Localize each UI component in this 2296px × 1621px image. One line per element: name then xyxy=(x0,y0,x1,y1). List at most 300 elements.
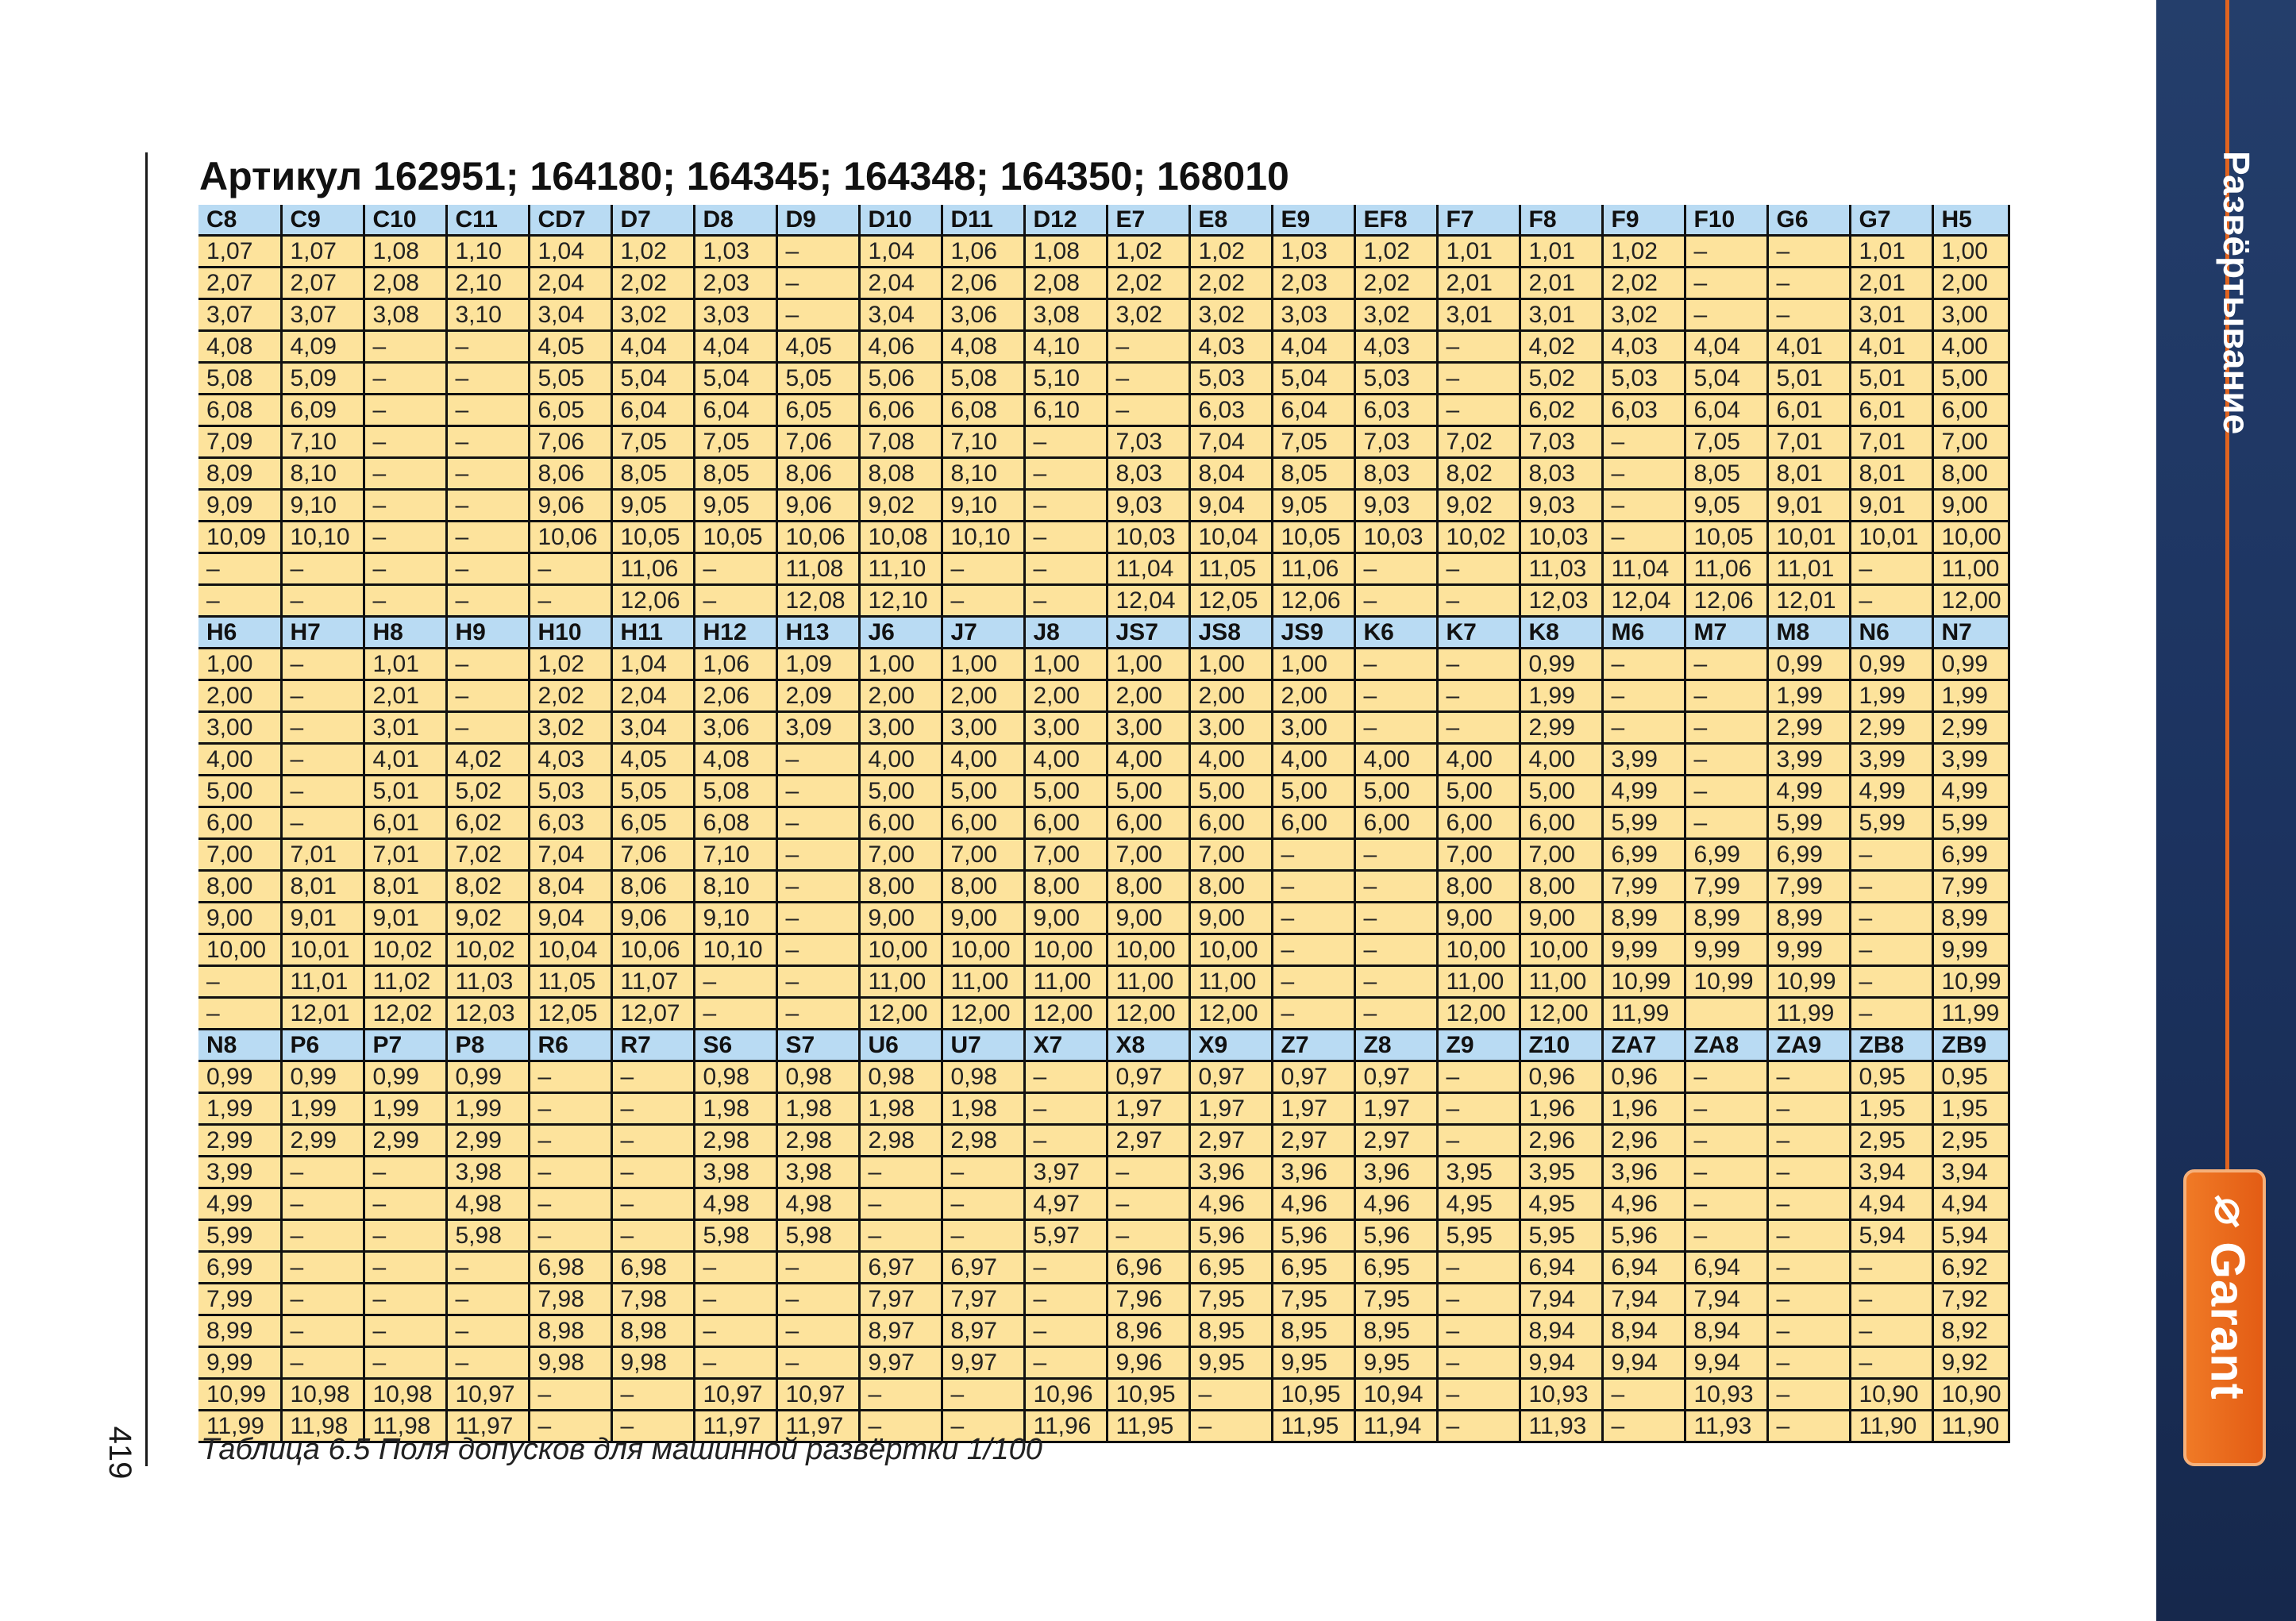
table-cell: 6,03 xyxy=(1354,395,1437,426)
table-cell: 9,09 xyxy=(198,490,281,522)
table-cell: 1,02 xyxy=(1189,236,1272,268)
table-cell: 1,98 xyxy=(694,1093,776,1125)
table-cell: 0,96 xyxy=(1602,1061,1685,1093)
table-cell: 5,00 xyxy=(1024,776,1107,807)
table-cell: 10,97 xyxy=(776,1379,859,1411)
table-cell: 7,03 xyxy=(1354,426,1437,458)
table-cell: 4,01 xyxy=(364,744,446,776)
table-cell: 3,02 xyxy=(611,299,694,331)
table-cell: 11,07 xyxy=(611,966,694,998)
table-cell: 2,99 xyxy=(1932,712,2009,744)
table-cell: – xyxy=(942,553,1024,585)
table-cell: 4,00 xyxy=(1107,744,1189,776)
table-cell: 4,05 xyxy=(611,744,694,776)
table-cell: – xyxy=(446,1284,529,1315)
table-cell: 7,95 xyxy=(1272,1284,1354,1315)
table-cell: 0,99 xyxy=(364,1061,446,1093)
table-cell: – xyxy=(776,236,859,268)
table-cell: – xyxy=(776,839,859,871)
table-cell: – xyxy=(776,998,859,1030)
table-cell: 8,04 xyxy=(529,871,611,903)
table-cell: 0,97 xyxy=(1107,1061,1189,1093)
table-cell: 6,04 xyxy=(611,395,694,426)
table-cell: 9,03 xyxy=(1107,490,1189,522)
table-cell: 8,00 xyxy=(1024,871,1107,903)
table-cell: – xyxy=(1354,680,1437,712)
table-cell: 8,03 xyxy=(1107,458,1189,490)
table-cell: 10,01 xyxy=(281,934,364,966)
table-cell: 7,02 xyxy=(1437,426,1520,458)
table-cell: 8,00 xyxy=(198,871,281,903)
table-cell: 12,06 xyxy=(1685,585,1767,617)
column-header: P8 xyxy=(446,1030,529,1061)
table-cell: – xyxy=(611,1188,694,1220)
table-cell: 3,99 xyxy=(1932,744,2009,776)
table-cell: 6,00 xyxy=(1107,807,1189,839)
table-cell: – xyxy=(446,712,529,744)
table-cell: 2,02 xyxy=(1602,268,1685,299)
table-cell: 3,02 xyxy=(1354,299,1437,331)
table-cell: 9,99 xyxy=(1602,934,1685,966)
table-cell: – xyxy=(281,680,364,712)
table-cell: 2,04 xyxy=(611,680,694,712)
table-cell: 1,08 xyxy=(364,236,446,268)
table-cell: – xyxy=(1437,1347,1520,1379)
table-cell: 2,10 xyxy=(446,268,529,299)
table-cell: 4,04 xyxy=(611,331,694,363)
table-cell: 2,00 xyxy=(1024,680,1107,712)
table-cell: 6,99 xyxy=(1932,839,2009,871)
table-cell: 0,97 xyxy=(1272,1061,1354,1093)
table-cell: 2,00 xyxy=(1932,268,2009,299)
table-cell: 10,98 xyxy=(364,1379,446,1411)
table-cell: – xyxy=(694,1315,776,1347)
table-cell: 5,00 xyxy=(1932,363,2009,395)
table-row xyxy=(198,522,2009,553)
table-cell: – xyxy=(1437,1379,1520,1411)
table-cell: 2,02 xyxy=(529,680,611,712)
table-cell: 2,03 xyxy=(1272,268,1354,299)
table-cell: 5,00 xyxy=(1107,776,1189,807)
table-cell: 10,02 xyxy=(1437,522,1520,553)
table-cell: – xyxy=(529,1188,611,1220)
table-cell: 6,97 xyxy=(942,1252,1024,1284)
table-cell: – xyxy=(364,1220,446,1252)
table-cell: – xyxy=(694,553,776,585)
table-cell: 10,05 xyxy=(1272,522,1354,553)
table-cell: – xyxy=(1685,1220,1767,1252)
table-cell: 3,08 xyxy=(1024,299,1107,331)
table-cell: 7,03 xyxy=(1520,426,1602,458)
table-cell: 1,95 xyxy=(1932,1093,2009,1125)
table-cell: 7,94 xyxy=(1520,1284,1602,1315)
table-cell: – xyxy=(1354,553,1437,585)
table-cell: 7,05 xyxy=(1685,426,1767,458)
table-cell: 11,02 xyxy=(364,966,446,998)
tolerance-table xyxy=(198,205,2010,1443)
table-cell: 9,01 xyxy=(281,903,364,934)
table-cell: 8,99 xyxy=(1685,903,1767,934)
table-cell: – xyxy=(1024,1284,1107,1315)
table-cell: 0,98 xyxy=(942,1061,1024,1093)
table-cell: 12,00 xyxy=(859,998,942,1030)
table-cell: 4,94 xyxy=(1932,1188,2009,1220)
table-cell: 4,05 xyxy=(776,331,859,363)
table-row xyxy=(198,1157,2009,1188)
table-cell: – xyxy=(1767,1125,1850,1157)
column-header: E7 xyxy=(1107,205,1189,236)
table-cell: 3,00 xyxy=(859,712,942,744)
table-cell: 8,99 xyxy=(198,1315,281,1347)
table-cell: – xyxy=(198,553,281,585)
table-cell: 11,95 xyxy=(1107,1411,1189,1442)
table-cell: – xyxy=(1024,1252,1107,1284)
table-cell: – xyxy=(1189,1379,1272,1411)
table-cell: 10,01 xyxy=(1850,522,1932,553)
table-cell: 11,00 xyxy=(1520,966,1602,998)
table-cell: 4,98 xyxy=(446,1188,529,1220)
table-cell: 10,01 xyxy=(1767,522,1850,553)
table-cell: 11,93 xyxy=(1685,1411,1767,1442)
table-cell: 8,10 xyxy=(942,458,1024,490)
table-cell: 9,05 xyxy=(694,490,776,522)
table-cell: 1,99 xyxy=(1767,680,1850,712)
table-cell: 4,03 xyxy=(1354,331,1437,363)
table-cell: 1,99 xyxy=(364,1093,446,1125)
table-cell: – xyxy=(1850,1315,1932,1347)
garant-logo-mark-icon xyxy=(2207,1192,2247,1231)
table-cell: 10,02 xyxy=(364,934,446,966)
table-cell: 1,00 xyxy=(1272,649,1354,680)
table-cell: 9,10 xyxy=(942,490,1024,522)
table-cell: 6,00 xyxy=(859,807,942,839)
table-cell: – xyxy=(611,1093,694,1125)
table-cell: 5,03 xyxy=(529,776,611,807)
table-cell: – xyxy=(1437,363,1520,395)
table-cell: – xyxy=(364,458,446,490)
table-cell: 0,95 xyxy=(1850,1061,1932,1093)
table-cell: 7,00 xyxy=(1024,839,1107,871)
table-cell: 11,06 xyxy=(1272,553,1354,585)
column-header: K6 xyxy=(1354,617,1437,649)
table-cell: 6,04 xyxy=(1685,395,1767,426)
column-header: J6 xyxy=(859,617,942,649)
table-cell: 8,92 xyxy=(1932,1315,2009,1347)
table-cell: 1,06 xyxy=(694,649,776,680)
table-cell: – xyxy=(1685,680,1767,712)
table-cell: – xyxy=(364,1188,446,1220)
table-cell: – xyxy=(529,1411,611,1442)
table-cell: 3,00 xyxy=(1024,712,1107,744)
column-header: Z7 xyxy=(1272,1030,1354,1061)
table-cell: 10,00 xyxy=(1437,934,1520,966)
table-cell: 6,99 xyxy=(1685,839,1767,871)
table-cell: 4,01 xyxy=(1767,331,1850,363)
table-cell: 9,02 xyxy=(446,903,529,934)
table-cell: – xyxy=(1354,871,1437,903)
table-cell: 7,10 xyxy=(281,426,364,458)
table-cell: 9,00 xyxy=(859,903,942,934)
table-cell: 9,95 xyxy=(1272,1347,1354,1379)
table-cell: – xyxy=(446,490,529,522)
table-cell: 11,05 xyxy=(1189,553,1272,585)
table-cell: 4,00 xyxy=(1932,331,2009,363)
table-cell: 11,03 xyxy=(446,966,529,998)
table-cell: 11,06 xyxy=(611,553,694,585)
table-cell: 11,93 xyxy=(1520,1411,1602,1442)
table-cell: 2,00 xyxy=(859,680,942,712)
table-cell: 1,00 xyxy=(1107,649,1189,680)
table-cell: 4,02 xyxy=(1520,331,1602,363)
table-cell: 10,99 xyxy=(1602,966,1685,998)
table-cell: 0,99 xyxy=(446,1061,529,1093)
table-cell: 3,00 xyxy=(1107,712,1189,744)
column-header: H6 xyxy=(198,617,281,649)
table-cell: 5,00 xyxy=(1520,776,1602,807)
table-cell: 12,00 xyxy=(1520,998,1602,1030)
table-cell: 1,00 xyxy=(1932,236,2009,268)
table-cell: 4,96 xyxy=(1354,1188,1437,1220)
table-cell: – xyxy=(281,1157,364,1188)
table-cell: – xyxy=(611,1411,694,1442)
table-cell: 2,01 xyxy=(1520,268,1602,299)
table-cell: 7,02 xyxy=(446,839,529,871)
table-cell: – xyxy=(1602,649,1685,680)
table-cell: 5,01 xyxy=(1850,363,1932,395)
table-cell: 10,05 xyxy=(611,522,694,553)
table-cell: 8,99 xyxy=(1767,903,1850,934)
table-cell: 10,90 xyxy=(1932,1379,2009,1411)
table-cell: 2,02 xyxy=(1189,268,1272,299)
column-header: G7 xyxy=(1850,205,1932,236)
table-cell: – xyxy=(1685,807,1767,839)
table-cell: 9,05 xyxy=(1685,490,1767,522)
table-cell: – xyxy=(1107,395,1189,426)
table-cell: 3,98 xyxy=(694,1157,776,1188)
table-cell: – xyxy=(1437,331,1520,363)
table-cell: 9,00 xyxy=(1107,903,1189,934)
table-cell: – xyxy=(446,1252,529,1284)
table-cell: 2,00 xyxy=(198,680,281,712)
table-cell: 6,00 xyxy=(1189,807,1272,839)
table-cell: 2,97 xyxy=(1354,1125,1437,1157)
table-row xyxy=(198,966,2009,998)
table-cell: – xyxy=(446,585,529,617)
table-cell: – xyxy=(281,776,364,807)
table-cell: 8,01 xyxy=(1850,458,1932,490)
table-cell: 5,10 xyxy=(1024,363,1107,395)
table-cell: – xyxy=(1024,426,1107,458)
table-cell: – xyxy=(1272,966,1354,998)
table-cell: – xyxy=(1272,871,1354,903)
table-cell: – xyxy=(446,1315,529,1347)
table-row xyxy=(198,363,2009,395)
table-cell: – xyxy=(1354,998,1437,1030)
table-cell: 1,04 xyxy=(859,236,942,268)
table-cell: 3,01 xyxy=(1520,299,1602,331)
table-cell: 2,99 xyxy=(1850,712,1932,744)
table-cell: 11,00 xyxy=(1107,966,1189,998)
table-cell: 6,98 xyxy=(529,1252,611,1284)
table-cell: 10,95 xyxy=(1272,1379,1354,1411)
table-cell: 2,08 xyxy=(364,268,446,299)
table-cell: – xyxy=(281,712,364,744)
column-header: Z9 xyxy=(1437,1030,1520,1061)
table-cell: 9,10 xyxy=(281,490,364,522)
column-header: N7 xyxy=(1932,617,2009,649)
table-cell: 6,95 xyxy=(1272,1252,1354,1284)
table-cell: – xyxy=(281,649,364,680)
table-cell: – xyxy=(1850,934,1932,966)
table-cell: – xyxy=(1850,839,1932,871)
table-cell: 6,94 xyxy=(1602,1252,1685,1284)
table-cell: 3,98 xyxy=(446,1157,529,1188)
table-cell: 2,95 xyxy=(1932,1125,2009,1157)
table-cell: – xyxy=(1024,1315,1107,1347)
table-cell: 3,06 xyxy=(942,299,1024,331)
table-cell: 5,98 xyxy=(446,1220,529,1252)
table-cell: 12,10 xyxy=(859,585,942,617)
table-cell: 10,00 xyxy=(1107,934,1189,966)
table-cell: 3,01 xyxy=(1437,299,1520,331)
table-cell: 7,00 xyxy=(1189,839,1272,871)
table-row xyxy=(198,426,2009,458)
table-cell: 1,96 xyxy=(1602,1093,1685,1125)
table-cell: – xyxy=(446,680,529,712)
table-cell: 12,01 xyxy=(1767,585,1850,617)
table-cell: 11,00 xyxy=(942,966,1024,998)
table-cell: – xyxy=(1107,331,1189,363)
table-cell: – xyxy=(529,1157,611,1188)
table-cell: 4,03 xyxy=(1189,331,1272,363)
column-header: CD7 xyxy=(529,205,611,236)
table-cell: 9,03 xyxy=(1354,490,1437,522)
table-cell: – xyxy=(942,1220,1024,1252)
table-cell: 5,99 xyxy=(1602,807,1685,839)
column-header: D8 xyxy=(694,205,776,236)
table-cell: 9,98 xyxy=(611,1347,694,1379)
column-header: X9 xyxy=(1189,1030,1272,1061)
table-cell: 8,98 xyxy=(529,1315,611,1347)
table-cell: 12,00 xyxy=(942,998,1024,1030)
table-cell: – xyxy=(529,553,611,585)
table-row xyxy=(198,585,2009,617)
table-cell: – xyxy=(281,585,364,617)
table-cell: 9,00 xyxy=(942,903,1024,934)
table-cell: 9,06 xyxy=(611,903,694,934)
table-cell: 6,04 xyxy=(694,395,776,426)
table-cell: 10,99 xyxy=(1767,966,1850,998)
table-cell: – xyxy=(529,1379,611,1411)
column-header: H11 xyxy=(611,617,694,649)
table-cell: 7,04 xyxy=(1189,426,1272,458)
table-cell: – xyxy=(1767,1220,1850,1252)
table-cell: 3,07 xyxy=(198,299,281,331)
table-cell: 1,03 xyxy=(1272,236,1354,268)
column-header: P7 xyxy=(364,1030,446,1061)
column-header: JS7 xyxy=(1107,617,1189,649)
table-cell: 8,05 xyxy=(694,458,776,490)
table-cell: 8,00 xyxy=(859,871,942,903)
table-cell: 7,99 xyxy=(1685,871,1767,903)
table-cell: 10,03 xyxy=(1354,522,1437,553)
table-cell: 6,98 xyxy=(611,1252,694,1284)
table-cell: 4,02 xyxy=(446,744,529,776)
table-cell: 8,96 xyxy=(1107,1315,1189,1347)
table-cell: – xyxy=(1850,1347,1932,1379)
column-header: S6 xyxy=(694,1030,776,1061)
table-cell: 1,96 xyxy=(1520,1093,1602,1125)
table-cell: 8,00 xyxy=(942,871,1024,903)
table-cell: – xyxy=(1437,1252,1520,1284)
table-row xyxy=(198,807,2009,839)
table-cell: 5,95 xyxy=(1520,1220,1602,1252)
table-cell: 1,06 xyxy=(942,236,1024,268)
table-cell: 8,06 xyxy=(529,458,611,490)
table-cell: 2,01 xyxy=(1850,268,1932,299)
table-cell: – xyxy=(364,1157,446,1188)
table-cell: – xyxy=(364,553,446,585)
table-cell: 12,03 xyxy=(446,998,529,1030)
column-header: H9 xyxy=(446,617,529,649)
table-cell: – xyxy=(1354,585,1437,617)
table-cell: 6,00 xyxy=(198,807,281,839)
table-cell: 1,97 xyxy=(1189,1093,1272,1125)
column-header: C10 xyxy=(364,205,446,236)
table-cell: – xyxy=(694,1252,776,1284)
table-cell: 7,05 xyxy=(1272,426,1354,458)
table-cell: 4,99 xyxy=(1602,776,1685,807)
table-cell: – xyxy=(1767,1347,1850,1379)
table-cell: 8,00 xyxy=(1437,871,1520,903)
table-cell: 11,99 xyxy=(1602,998,1685,1030)
table-cell: – xyxy=(364,490,446,522)
table-row xyxy=(198,236,2009,268)
table-cell: 9,00 xyxy=(1189,903,1272,934)
table-cell: – xyxy=(1767,268,1850,299)
table-cell: – xyxy=(859,1220,942,1252)
table-cell: 7,05 xyxy=(611,426,694,458)
table-cell: 2,98 xyxy=(776,1125,859,1157)
table-cell: 3,00 xyxy=(942,712,1024,744)
table-cell: – xyxy=(1767,1379,1850,1411)
table-cell: 10,08 xyxy=(859,522,942,553)
table-row xyxy=(198,649,2009,680)
table-cell: 3,97 xyxy=(1024,1157,1107,1188)
table-cell: – xyxy=(776,299,859,331)
table-cell: 1,00 xyxy=(859,649,942,680)
table-cell: 4,00 xyxy=(859,744,942,776)
table-cell: – xyxy=(611,1157,694,1188)
column-header: D11 xyxy=(942,205,1024,236)
table-cell: 1,01 xyxy=(1437,236,1520,268)
table-cell: 6,94 xyxy=(1685,1252,1767,1284)
table-cell: 4,08 xyxy=(198,331,281,363)
column-header: D10 xyxy=(859,205,942,236)
table-cell: 1,00 xyxy=(942,649,1024,680)
table-cell: 8,98 xyxy=(611,1315,694,1347)
table-cell: – xyxy=(1272,934,1354,966)
table-cell: – xyxy=(281,1347,364,1379)
table-cell: 9,04 xyxy=(529,903,611,934)
column-header: U6 xyxy=(859,1030,942,1061)
table-cell: 11,95 xyxy=(1272,1411,1354,1442)
table-cell: 2,97 xyxy=(1107,1125,1189,1157)
table-cell: 11,99 xyxy=(1932,998,2009,1030)
table-cell: 9,05 xyxy=(1272,490,1354,522)
table-cell: 4,01 xyxy=(1850,331,1932,363)
table-cell: 9,06 xyxy=(529,490,611,522)
